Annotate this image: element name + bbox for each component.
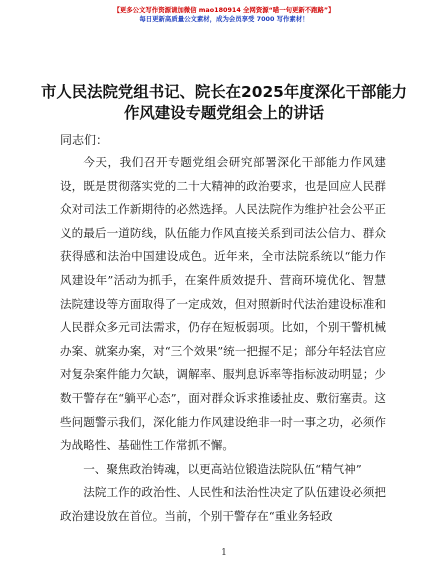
promo-banner bbox=[0, 6, 448, 24]
section-heading-1: 一、聚焦政治铸魂，以更高站位锻造法院队伍“精气神” bbox=[83, 461, 362, 476]
promo-line-2: 每日更新高质量公文素材，成为会员享受 7000 写作素材！ bbox=[139, 15, 309, 23]
salutation: 同志们： bbox=[60, 133, 109, 147]
document-body bbox=[60, 151, 386, 529]
document-title: 市人民法院党组书记、院长在2025年度深化干部能力作风建设专题党组会上的讲话 bbox=[40, 83, 408, 122]
body-paragraph-1: 今天，我们召开专题党组会研究部署深化干部能力作风建设，既是贯彻落实党的二十大精神的政治要求，也是回应人民群众对司法工作新期待的必然选择。人民法院作为维护社会公平正义的最后一道防线，队伍能力作风直接关系到司法公信力、群众获得感和法治中国建设成色。近年来，全市法院系统以“能力作风建设年”活动为抓手，在案件质效提升、营商环境优化、智慧法院建设等方面取得了一定成效，但对照新时代法治建设标准和人民群众多元司法需求，仍存在短板弱项。比如，个别干警机械办案、就案办案，对“三个效果”统一把握不足；部分年轻法官应对复杂案件能力欠缺，调解率、服判息诉率等指标波动明显；少数干警存在“躺平心态”，面对群众诉求推诿扯皮、敷衍塞责。这些问题警示我们，深化能力作风建设绝非一时一事之功，必须作为战略性、基础性工作常抓不懈。 bbox=[60, 155, 386, 453]
promo-line-1: 【更多公文写作资源请加微信 mao180914 全网资源“喵一句更新不跑路”】 bbox=[113, 6, 335, 14]
body-paragraph-2: 法院工作的政治性、人民性和法治性决定了队伍建设必须把政治建设放在首位。当前，个别干警存在“重业务轻政 bbox=[60, 485, 386, 523]
page-number: 1 bbox=[221, 548, 227, 558]
